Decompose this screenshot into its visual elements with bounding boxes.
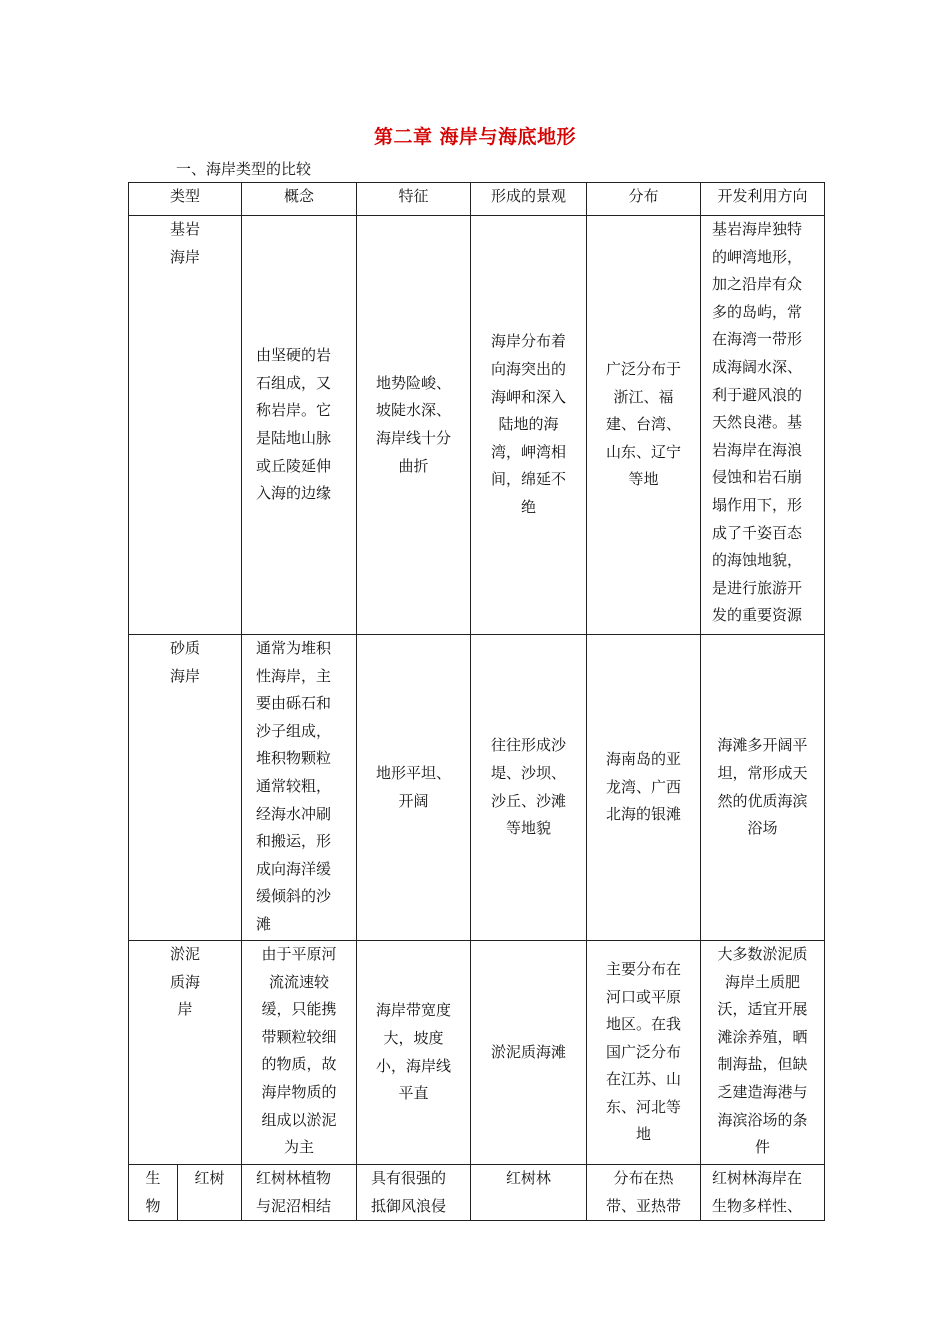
cell-concept: 红树林植物与泥沼相结 <box>242 1165 357 1221</box>
cell-landscape: 红树林 <box>471 1165 587 1221</box>
cell-concept: 通常为堆积性海岸，主要由砾石和沙子组成，堆积物颗粒通常较粗，经海水冲刷和搬运，形成向海洋缓缓倾斜的沙滩 <box>242 635 357 941</box>
header-feature: 特征 <box>357 183 471 216</box>
table-row <box>129 941 825 1165</box>
cell-landscape: 海岸分布着向海突出的海岬和深入陆地的海湾，岬湾相间，绵延不绝 <box>471 216 587 635</box>
cell-concept: 由坚硬的岩石组成，又称岩岸。它是陆地山脉或丘陵延伸入海的边缘 <box>242 216 357 635</box>
cell-feature: 具有很强的抵御风浪侵 <box>357 1165 471 1221</box>
cell-use: 大多数淤泥质海岸土质肥沃，适宜开展滩涂养殖，晒制海盐，但缺乏建造海港与海滨浴场的条件 <box>701 941 825 1165</box>
cell-use: 基岩海岸独特的岬湾地形，加之沿岸有众多的岛屿，常在海湾一带形成海阔水深、利于避风浪的天然良港。基岩海岸在海浪侵蚀和岩石崩塌作用下，形成了千姿百态的海蚀地貌，是进行旅游开发的重要资源 <box>701 216 825 635</box>
cell-feature: 地势险峻、坡陡水深、海岸线十分曲折 <box>357 216 471 635</box>
cell-feature: 地形平坦、开阔 <box>357 635 471 941</box>
cell-type: 基岩海岸 <box>129 216 242 635</box>
cell-type: 淤泥质海岸 <box>129 941 242 1165</box>
header-use: 开发利用方向 <box>701 183 825 216</box>
header-landscape: 形成的景观 <box>471 183 587 216</box>
cell-distribution: 分布在热带、亚热带 <box>587 1165 701 1221</box>
coast-type-table <box>128 182 825 1221</box>
cell-distribution: 广泛分布于浙江、福建、台湾、山东、辽宁等地 <box>587 216 701 635</box>
cell-landscape: 淤泥质海滩 <box>471 941 587 1165</box>
cell-feature: 海岸带宽度大，坡度小，海岸线平直 <box>357 941 471 1165</box>
header-type: 类型 <box>129 183 242 216</box>
table-row <box>129 635 825 941</box>
cell-distribution: 海南岛的亚龙湾、广西北海的银滩 <box>587 635 701 941</box>
chapter-title: 第二章 海岸与海底地形 <box>373 126 577 148</box>
header-distribution: 分布 <box>587 183 701 216</box>
cell-landscape: 往往形成沙堤、沙坝、沙丘、沙滩等地貌 <box>471 635 587 941</box>
cell-type-group: 生物 <box>129 1165 178 1221</box>
cell-type: 红树 <box>178 1165 242 1221</box>
cell-use: 海滩多开阔平坦，常形成天然的优质海滨浴场 <box>701 635 825 941</box>
cell-distribution: 主要分布在河口或平原地区。在我国广泛分布在江苏、山东、河北等地 <box>587 941 701 1165</box>
section-heading: 一、海岸类型的比较 <box>176 160 312 178</box>
cell-use: 红树林海岸在生物多样性、 <box>701 1165 825 1221</box>
table-row <box>129 216 825 635</box>
table-header-row <box>129 183 825 216</box>
cell-concept: 由于平原河流流速较缓，只能携带颗粒较细的物质，故海岸物质的组成以淤泥为主 <box>242 941 357 1165</box>
header-concept: 概念 <box>242 183 357 216</box>
table-row <box>129 1165 825 1221</box>
cell-type: 砂质海岸 <box>129 635 242 941</box>
